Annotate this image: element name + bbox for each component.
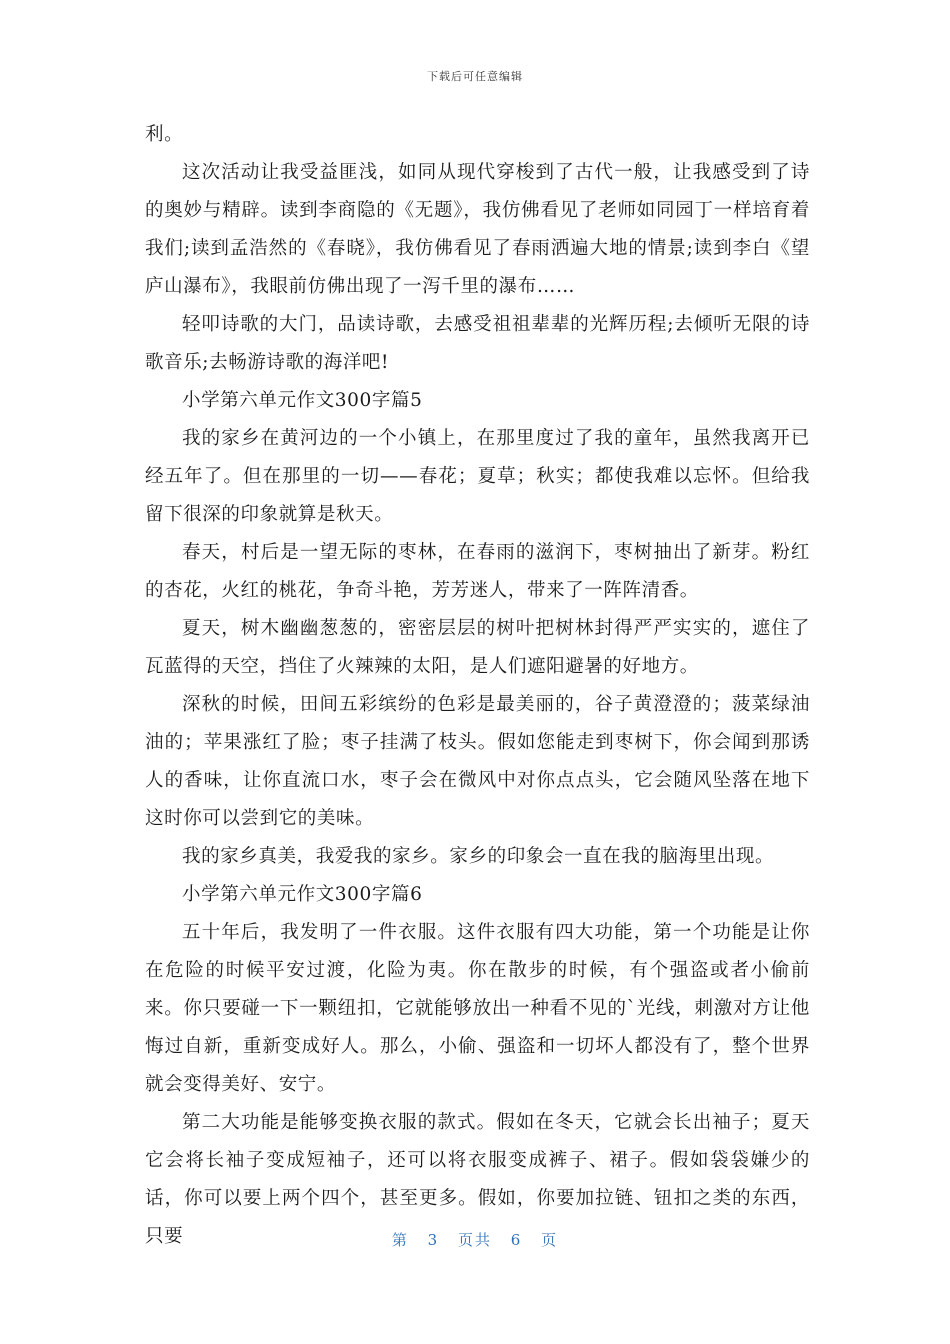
page-header: 下载后可任意编辑 <box>427 70 523 83</box>
paragraph: 我的家乡真美，我爱我的家乡。家乡的印象会一直在我的脑海里出现。 <box>182 846 775 867</box>
paragraph: 这次活动让我受益匪浅，如同从现代穿梭到了古代一般，让我感受到了诗的奥妙与精辟。读到李商隐的《无题》，我仿佛看见了老师如同园丁一样培育着我们;读到孟浩然的《春晓》，我仿佛看见了春雨洒遍大地的情景;读到李白《望庐山瀑布》，我眼前仿佛出现了一泻千里的瀑布…… <box>145 162 810 297</box>
paragraph: 夏天，树木幽幽葱葱的，密密层层的树叶把树林封得严严实实的，遮住了瓦蓝得的天空，挡住了火辣辣的太阳，是人们遮阳避暑的好地方。 <box>145 618 810 677</box>
paragraph: 五十年后，我发明了一件衣服。这件衣服有四大功能，第一个功能是让你在危险的时候平安过渡，化险为夷。你在散步的时候，有个强盗或者小偷前来。你只要碰一下一颗纽扣，它就能够放出一种看不见的`光线，刺激对方让他悔过自新，重新变成好人。那么，小偷、强盗和一切坏人都没有了，整个世界就会变得美好、安宁。 <box>145 922 810 1095</box>
paragraph: 利。 <box>145 124 184 145</box>
paragraph: 深秋的时候，田间五彩缤纷的色彩是最美丽的，谷子黄澄澄的；菠菜绿油油的；苹果涨红了脸；枣子挂满了枝头。假如您能走到枣树下，你会闻到那诱人的香味，让你直流口水，枣子会在微风中对你点点头，它会随风坠落在地下这时你可以尝到它的美味。 <box>145 694 810 829</box>
page-footer: 第 3 页共 6 页 <box>391 1231 559 1249</box>
section-heading: 小学第六单元作文300字篇6 <box>182 884 423 905</box>
paragraph: 轻叩诗歌的大门，品读诗歌，去感受祖祖辈辈的光辉历程;去倾听无限的诗歌音乐;去畅游诗歌的海洋吧! <box>145 314 810 373</box>
paragraph: 我的家乡在黄河边的一个小镇上，在那里度过了我的童年，虽然我离开已经五年了。但在那里的一切——春花；夏草；秋实；都使我难以忘怀。但给我留下很深的印象就算是秋天。 <box>145 428 810 525</box>
document-body <box>145 116 810 1256</box>
paragraph: 春天，村后是一望无际的枣林，在春雨的滋润下，枣树抽出了新芽。粉红的杏花，火红的桃花，争奇斗艳，芳芳迷人，带来了一阵阵清香。 <box>145 542 810 601</box>
paragraph: 第二大功能是能够变换衣服的款式。假如在冬天，它就会长出袖子；夏天它会将长袖子变成短袖子，还可以将衣服变成裤子、裙子。假如袋袋嫌少的话，你可以要上两个四个，甚至更多。假如，你要加拉链、钮扣之类的东西，只要 <box>145 1112 810 1247</box>
section-heading: 小学第六单元作文300字篇5 <box>182 390 423 411</box>
